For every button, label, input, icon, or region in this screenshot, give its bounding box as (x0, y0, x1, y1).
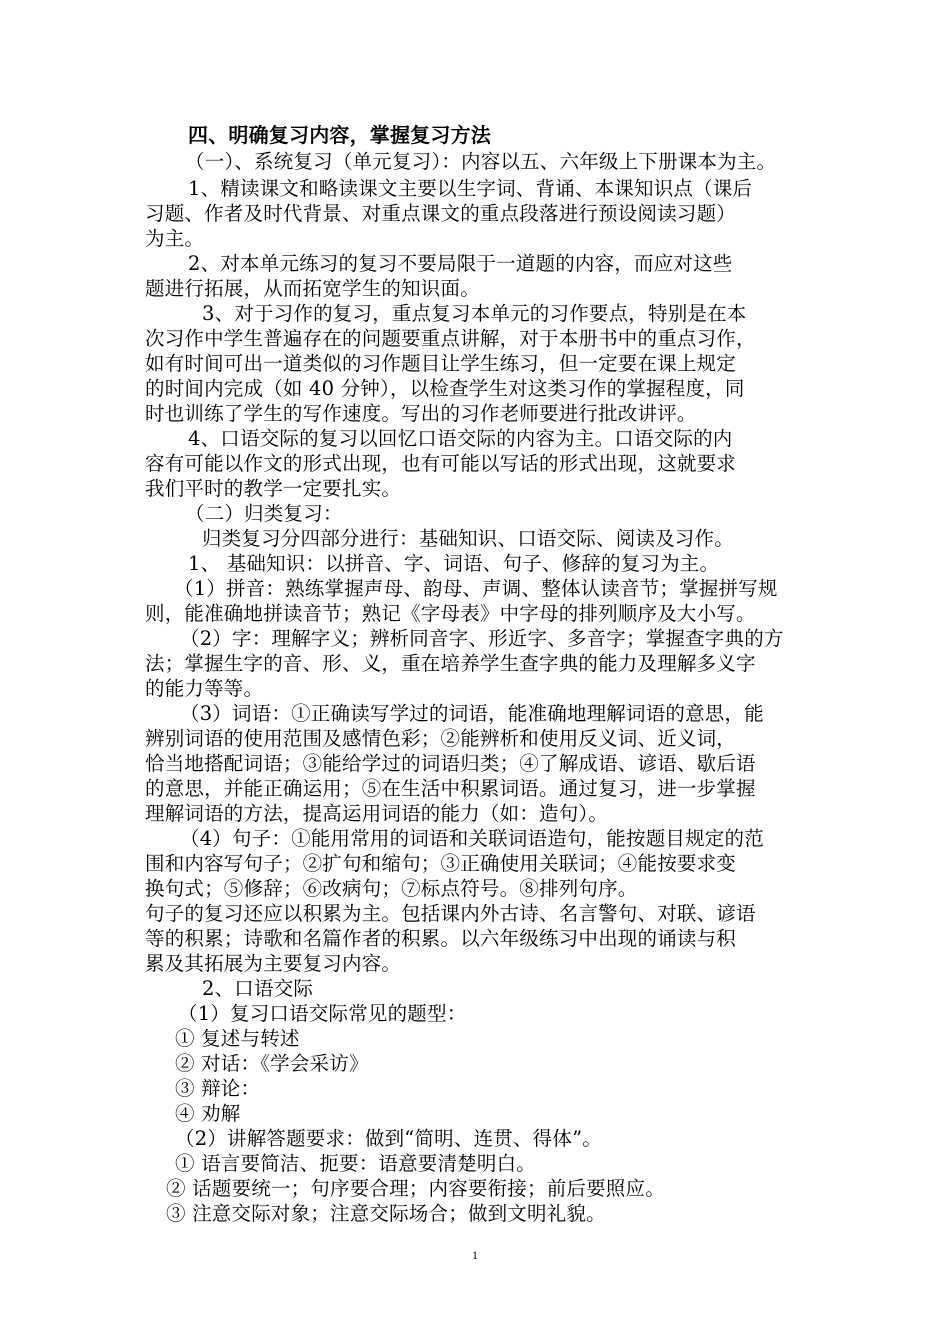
paragraph-line: 4、口语交际的复习以回忆口语交际的内容为主。口语交际的内 (188, 427, 733, 450)
paragraph-line: 1、 基础知识：以拼音、字、词语、句子、修辞的复习为主。 (188, 552, 720, 575)
paragraph-line: 习题、作者及时代背景、对重点课文的重点段落进行预设阅读习题） (145, 202, 737, 225)
list-item: ③ 注意交际对象；注意交际场合；做到文明礼貌。 (166, 1202, 606, 1225)
list-item: ① 语言要简洁、扼要：语意要清楚明白。 (175, 1152, 536, 1175)
paragraph-line: （一）、系统复习（单元复习）：内容以五、六年级上下册课本为主。 (185, 150, 777, 173)
paragraph-line: 题进行拓展，从而拓宽学生的知识面。 (145, 277, 480, 300)
list-item: ② 话题要统一；句序要合理；内容要衔接；前后要照应。 (166, 1177, 665, 1200)
paragraph-line: 1、精读课文和略读课文主要以生字词、背诵、本课知识点（课后 (188, 177, 753, 200)
paragraph-line: 的时间内完成（如 40 分钟），以检查学生对这类习作的掌握程度，同 (145, 377, 745, 400)
paragraph-line: 3、对于习作的复习，重点复习本单元的习作要点，特别是在本 (202, 302, 747, 325)
paragraph-line: （1）拼音：熟练掌握声母、韵母、声调、整体认读音节；掌握拼写规 (174, 577, 778, 600)
paragraph-line: 的意思，并能正确运用；⑤在生活中积累词语。通过复习，进一步掌握 (145, 777, 756, 800)
paragraph-line: 归类复习分四部分进行：基础知识、口语交际、阅读及习作。 (202, 527, 734, 550)
paragraph-line: （2）字：理解字义；辨析同音字、形近字、多音字；掌握查字典的方 (180, 627, 784, 650)
paragraph-line: 恰当地搭配词语；③能给学过的词语归类；④了解成语、谚语、歇后语 (145, 752, 756, 775)
list-item: ③ 辩论： (175, 1077, 261, 1100)
list-item: ④ 劝解 (175, 1102, 241, 1125)
paragraph-line: 次习作中学生普遍存在的问题要重点讲解，对于本册书中的重点习作， (145, 327, 756, 350)
page-number: 1 (472, 1248, 478, 1262)
list-item: ② 对话：《学会采访》 (175, 1052, 369, 1075)
paragraph-line: 等的积累；诗歌和名篇作者的积累。以六年级练习中出现的诵读与积 (145, 927, 737, 950)
paragraph-line: 理解词语的方法，提高运用词语的能力（如：造句）。 (145, 802, 609, 825)
section-heading: 四、明确复习内容，掌握复习方法 (188, 123, 491, 147)
paragraph-line: （2）讲解答题要求：做到“简明、连贯、得体”。 (175, 1127, 602, 1150)
paragraph-line: 累及其拓展为主要复习内容。 (145, 952, 402, 975)
paragraph-line: 辨别词语的使用范围及感情色彩；②能辨析和使用反义词、近义词， (145, 727, 737, 750)
paragraph-line: 的能力等等。 (145, 677, 264, 700)
paragraph-line: （4）句子：①能用常用的词语和关联词语造句，能按题目规定的范 (180, 827, 764, 850)
paragraph-line: 则，能准确地拼读音节；熟记《字母表》中字母的排列顺序及大小写。 (145, 602, 756, 625)
subheading-line: （二）归类复习： (185, 502, 343, 525)
paragraph-line: 句子的复习还应以积累为主。包括课内外古诗、名言警句、对联、谚语 (145, 902, 756, 925)
list-item: ① 复述与转述 (175, 1027, 300, 1050)
paragraph-line: 时也训练了学生的写作速度。写出的习作老师要进行批改讲评。 (145, 402, 697, 425)
paragraph-line: 换句式；⑤修辞；⑥改病句；⑦标点符号。⑧排列句序。 (145, 877, 638, 900)
paragraph-line: 2、对本单元练习的复习不要局限于一道题的内容，而应对这些 (188, 252, 733, 275)
subheading-line: 2、口语交际 (202, 977, 314, 1000)
paragraph-line: 如有时间可出一道类似的习作题目让学生练习，但一定要在课上规定 (145, 352, 737, 375)
paragraph-line: 围和内容写句子；②扩句和缩句；③正确使用关联词；④能按要求变 (145, 852, 737, 875)
paragraph-line: 法；掌握生字的音、形、义，重在培养学生查字典的能力及理解多义字 (145, 652, 756, 675)
paragraph-line: （3）词语：①正确读写学过的词语，能准确地理解词语的意思，能 (180, 702, 764, 725)
paragraph-line: 容有可能以作文的形式出现，也有可能以写话的形式出现，这就要求 (145, 452, 737, 475)
paragraph-line: 为主。 (145, 227, 205, 250)
paragraph-line: （1）复习口语交际常见的题型： (178, 1002, 467, 1025)
paragraph-line: 我们平时的教学一定要扎实。 (145, 477, 402, 500)
